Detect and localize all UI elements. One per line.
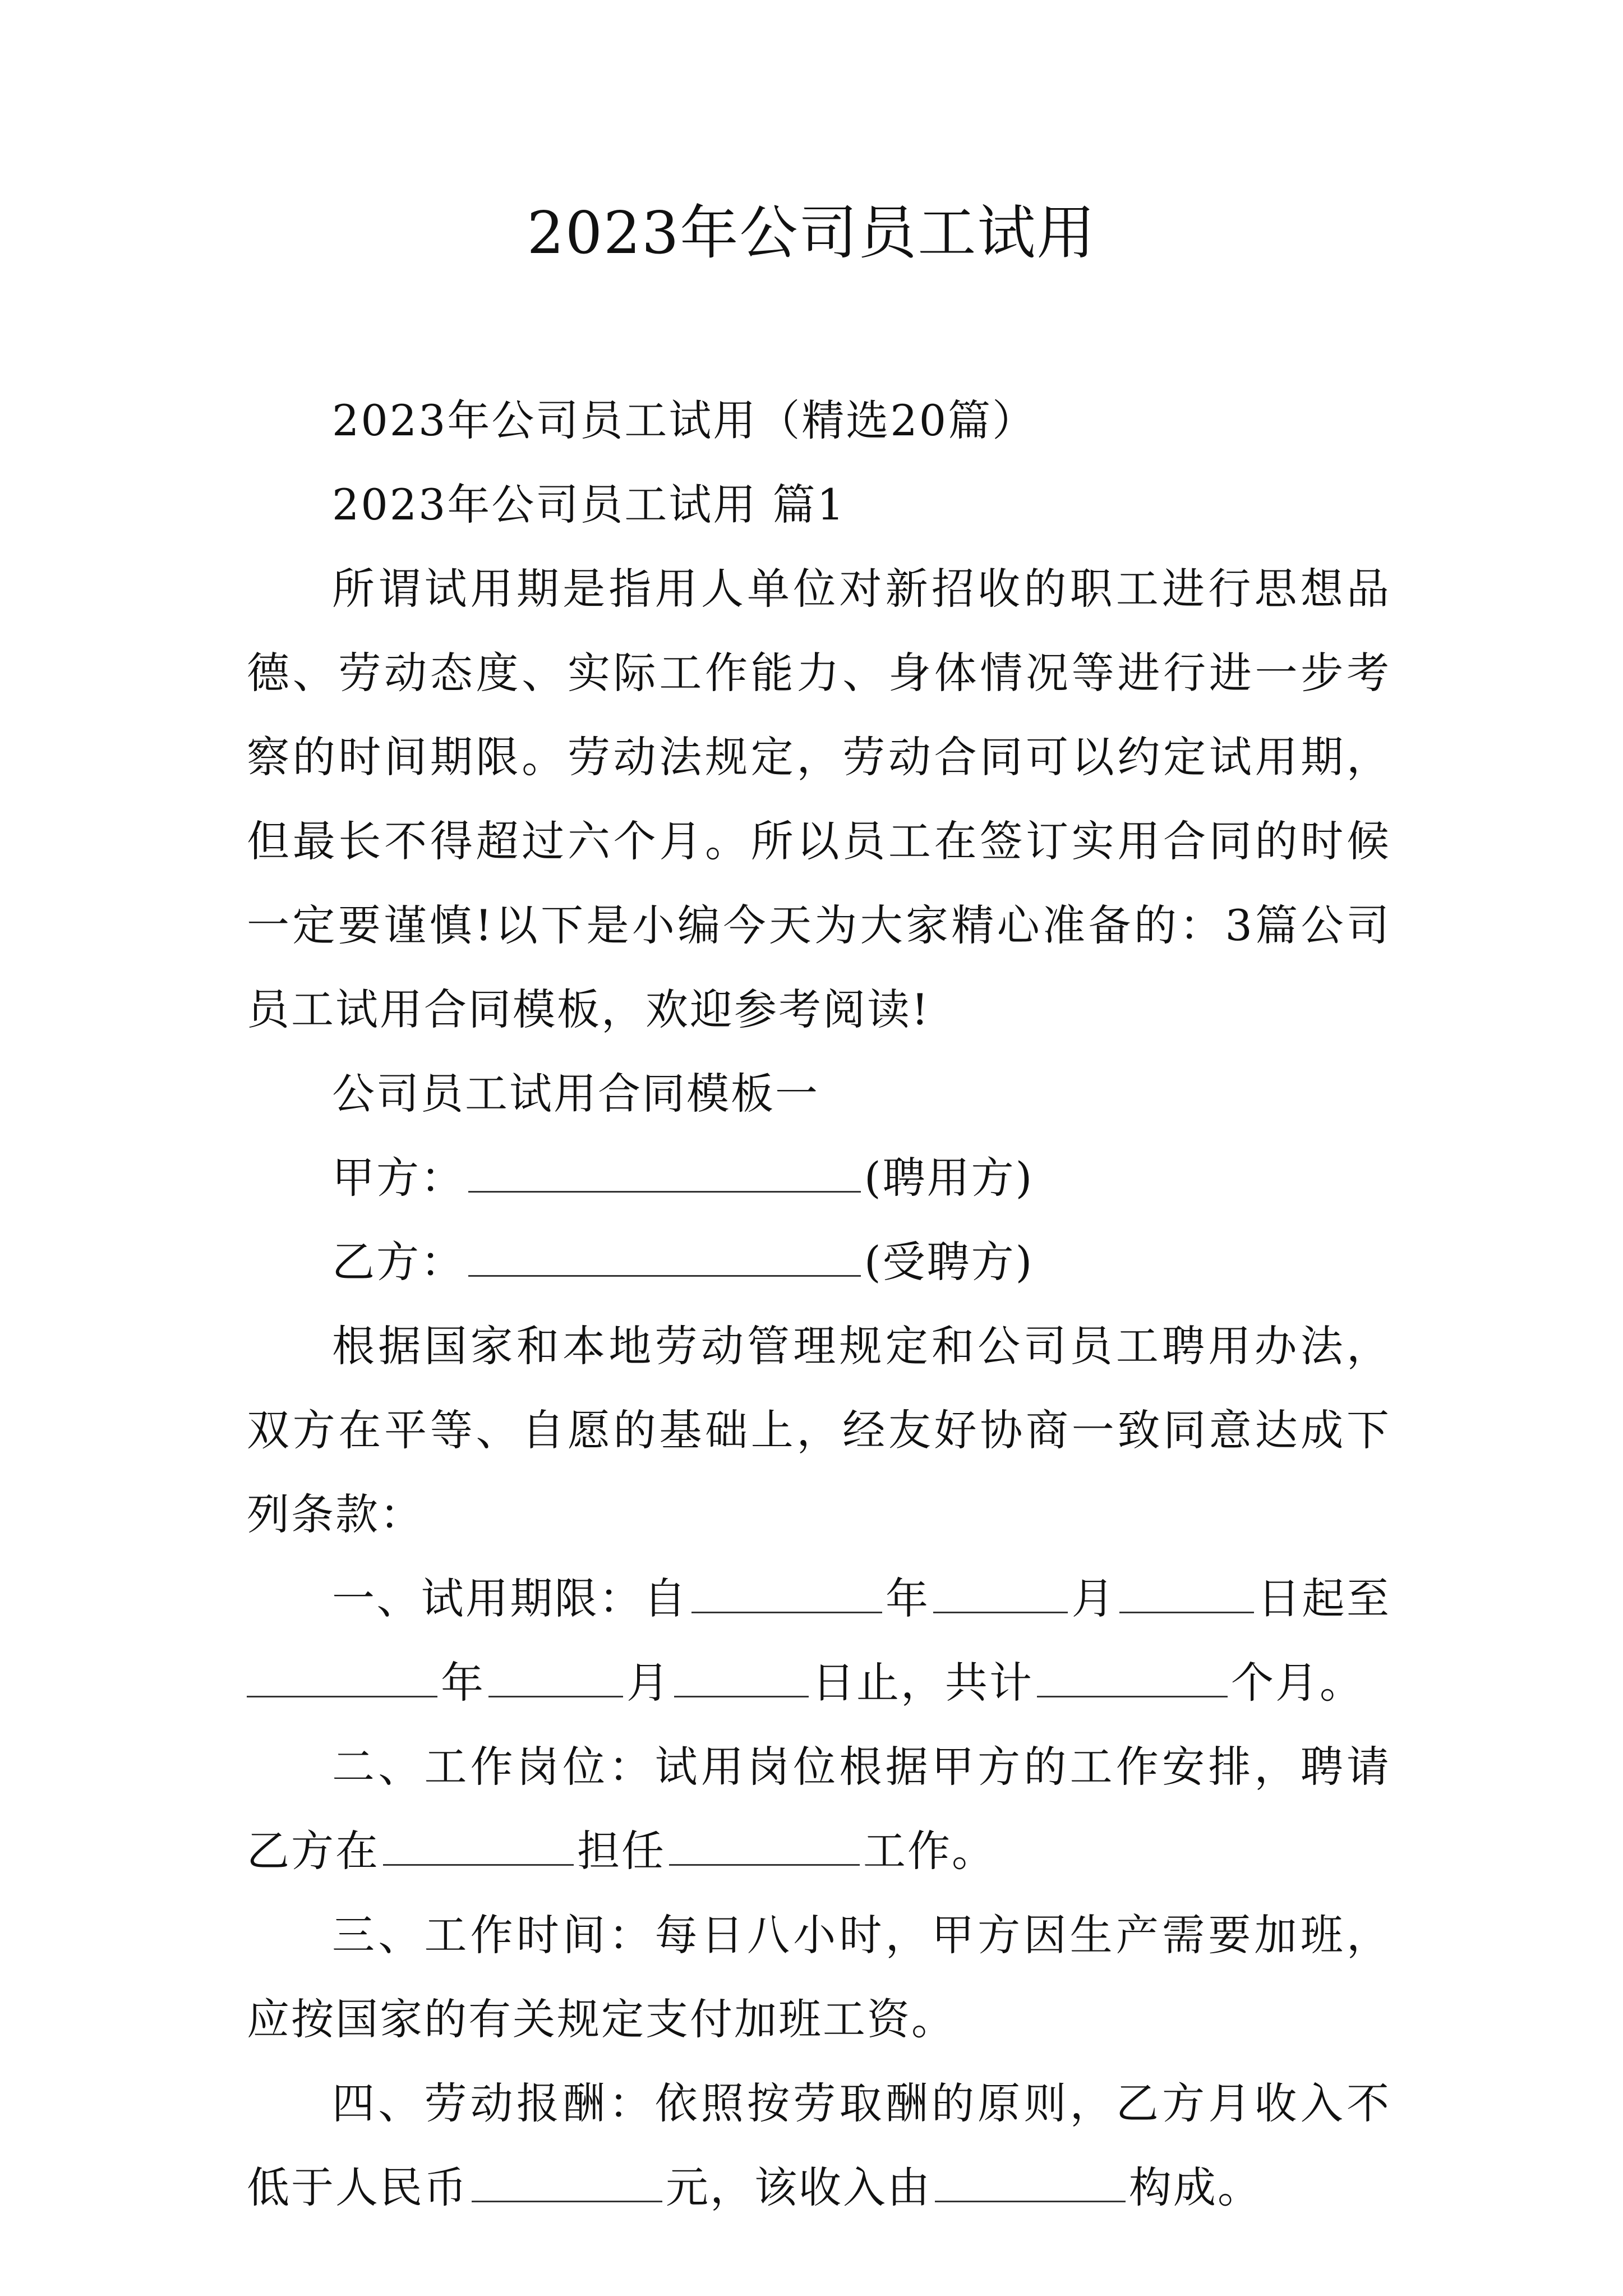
party-a-role: (聘用方) [864,1153,1034,1203]
document-body [247,379,1391,2230]
party-b-line [247,1220,1391,1304]
party-b-blank[interactable] [468,1236,861,1277]
clause-4-prefix: 四、劳动报酬：依照按劳取酬的原则，乙方月收入不低于人民币 [247,2078,1391,2212]
clause-2-prefix: 二、工作岗位：试用岗位根据甲方的工作安排，聘请乙方在 [247,1742,1391,1876]
intro-paragraph: 所谓试用期是指用人单位对新招收的职工进行思想品德、劳动态度、实际工作能力、身体情况等进行进一步考察的时间期限。劳动法规定，劳动合同可以约定试用期，但最长不得超过六个月。所以员工在签订实用合同的时候一定要谨慎!以下是小编今天为大家精心准备的：3篇公司员工试用合同模板，欢迎参考阅读! [247,564,1391,1034]
clause-2-suffix: 工作。 [863,1826,996,1876]
end-year-blank[interactable] [247,1657,437,1697]
department-blank[interactable] [383,1825,574,1866]
start-day-blank[interactable] [1119,1572,1254,1613]
clause-2-middle: 担任 [577,1826,666,1876]
clause-1-month2: 月 [626,1658,671,1708]
party-a-blank[interactable] [468,1152,861,1193]
clause-1-month1: 月 [1071,1573,1117,1623]
clause-3-paragraph: 三、工作时间：每日八小时，甲方因生产需要加班，应按国家的有关规定支付加班工资。 [247,1910,1391,2044]
clause-4-middle: 元，该收入由 [666,2162,932,2212]
clause-1-day2: 日止，共计 [812,1658,1034,1708]
document-title: 2023年公司员工试用 [527,199,1096,267]
start-year-blank[interactable] [691,1572,882,1613]
party-b-label: 乙方： [332,1237,465,1287]
start-month-blank[interactable] [933,1572,1068,1613]
clause-1-day1: 日起至 [1257,1573,1391,1623]
clause-1-year1: 年 [885,1573,930,1623]
end-month-blank[interactable] [488,1657,623,1697]
party-a-line [247,1136,1391,1220]
clause-1-year2: 年 [441,1658,485,1708]
document-subtitle: 2023年公司员工试用（精选20篇） [332,395,1037,445]
clause-2-paragraph [247,1725,1391,1893]
preamble-paragraph: 根据国家和本地劳动管理规定和公司员工聘用办法，双方在平等、自愿的基础上，经友好协商一致同意达成下列条款： [247,1321,1391,1539]
clause-1-prefix: 一、试用期限：自 [332,1573,688,1623]
position-blank[interactable] [669,1825,860,1866]
clause-1-paragraph [247,1557,1391,1725]
section-heading: 2023年公司员工试用 篇1 [332,480,846,530]
clause-1-suffix: 个月。 [1231,1658,1364,1708]
clause-4-paragraph [247,2062,1391,2230]
template-heading: 公司员工试用合同模板一 [332,1069,819,1119]
clause-4-suffix: 构成。 [1129,2162,1262,2212]
party-a-label: 甲方： [332,1153,465,1203]
salary-composition-blank[interactable] [935,2161,1126,2202]
salary-amount-blank[interactable] [472,2161,662,2202]
total-months-blank[interactable] [1037,1657,1228,1697]
end-day-blank[interactable] [674,1657,809,1697]
party-b-role: (受聘方) [864,1237,1034,1287]
